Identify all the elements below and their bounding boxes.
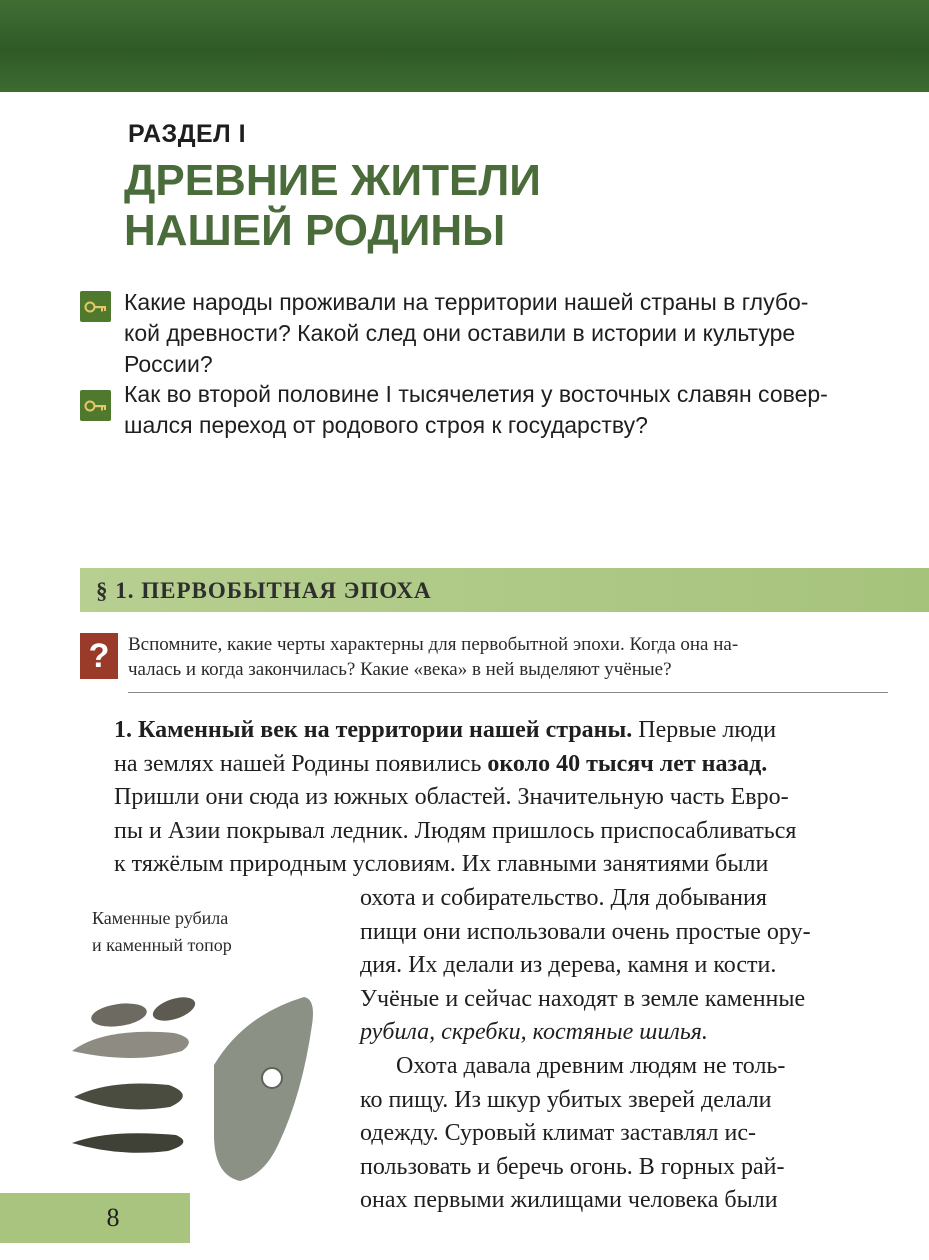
key-icon <box>80 291 111 322</box>
key-question-2-line2: шался переход от родового строя к государству? <box>124 412 648 438</box>
question-icon: ? <box>80 633 118 679</box>
key-question-1-line2: кой древности? Какой след они оставили в истории и культуре <box>124 320 796 346</box>
body-text-top <box>114 714 888 882</box>
caption-line2: и каменный топор <box>92 935 232 955</box>
top-color-band <box>0 0 929 92</box>
body-line <box>114 748 888 782</box>
divider <box>128 692 888 693</box>
emphasis-text: около 40 тысяч лет назад. <box>487 750 768 777</box>
section-title-line2: НАШЕЙ РОДИНЫ <box>124 206 506 255</box>
body-line: дия. Их делали из дерева, камня и кости. <box>360 952 777 979</box>
key-question-1-line3: России? <box>124 351 213 377</box>
caption-line1: Каменные рубила <box>92 908 229 928</box>
body-line: пользовать и беречь огонь. В горных рай- <box>360 1153 785 1180</box>
subheading: 1. Каменный век на территории нашей страны. <box>114 717 633 743</box>
key-question-2 <box>124 379 889 441</box>
paragraph-title: § 1. ПЕРВОБЫТНАЯ ЭПОХА <box>96 578 432 603</box>
page-number: 8 <box>106 1203 120 1232</box>
recall-line2: чалась и когда закончилась? Какие «века» в ней выделяют учёные? <box>128 659 672 680</box>
body-line: онах первыми жилищами человека были <box>360 1187 778 1214</box>
body-line <box>114 714 888 748</box>
body-line: пищи они использовали очень простые ору- <box>360 918 811 945</box>
body-text-column <box>360 882 888 1218</box>
key-question-2-line1: Как во второй половине I тысячелетия у восточных славян совер- <box>124 381 828 407</box>
section-title <box>124 156 884 256</box>
stone-tools-illustration <box>64 985 334 1185</box>
body-line: Пришли они сюда из южных областей. Значительную часть Евро- <box>114 784 789 811</box>
body-text: на землях нашей Родины появились <box>114 750 488 777</box>
body-line: охота и собирательство. Для добывания <box>360 885 767 911</box>
figure-caption <box>92 905 342 959</box>
body-text: Первые люди <box>632 717 777 743</box>
key-question-1 <box>124 287 889 380</box>
body-line: к тяжёлым природным условиям. Их главными занятиями были <box>114 851 769 878</box>
recall-questions <box>128 632 888 682</box>
recall-line1: Вспомните, какие черты характерны для первобытной эпохи. Когда она на- <box>128 634 739 655</box>
key-icon <box>80 390 111 421</box>
body-line: Учёные и сейчас находят в земле каменные <box>360 985 806 1012</box>
body-line: Охота давала древним людям не толь- <box>396 1052 786 1079</box>
body-line: пы и Азии покрывал ледник. Людям пришлось приспосабливаться <box>114 817 797 844</box>
body-line: одежду. Суровый климат заставлял ис- <box>360 1120 757 1147</box>
body-line: ко пищу. Из шкур убитых зверей делали <box>360 1086 772 1113</box>
body-line: рубила, скребки, костяные шилья. <box>360 1019 708 1046</box>
section-title-line1: ДРЕВНИЕ ЖИТЕЛИ <box>124 156 541 205</box>
key-question-1-line1: Какие народы проживали на территории нашей страны в глубо- <box>124 289 809 315</box>
section-label: РАЗДЕЛ I <box>128 120 247 148</box>
